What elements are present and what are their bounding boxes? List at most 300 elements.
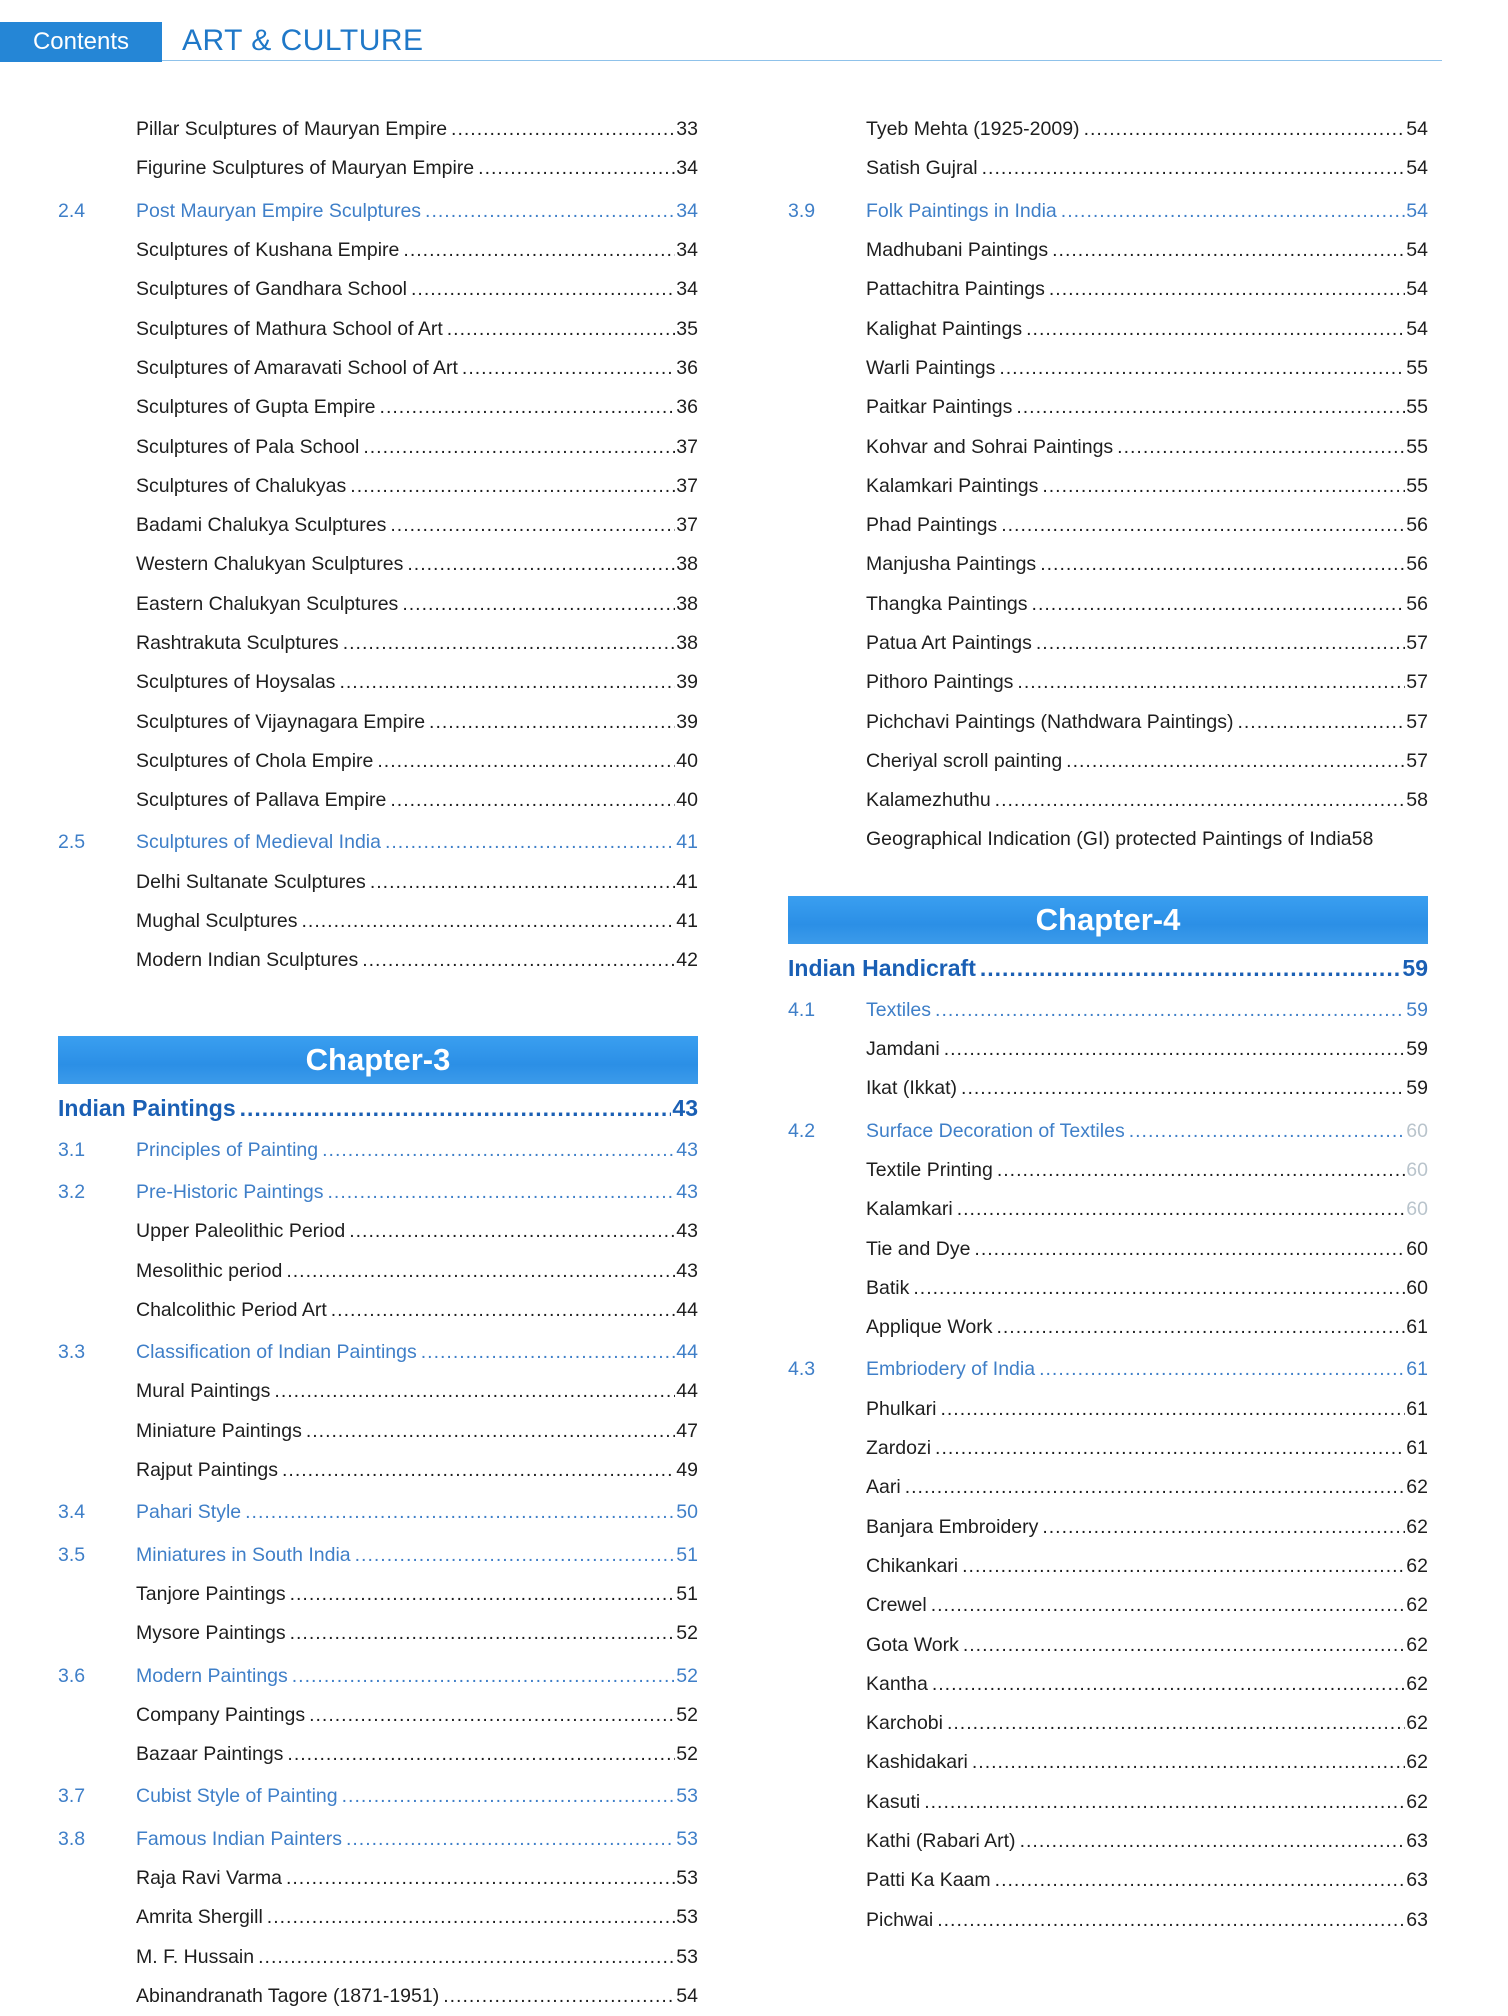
page-number: 58 — [1406, 789, 1428, 812]
page-number: 55 — [1406, 435, 1428, 458]
entry-title: Modern Paintings — [136, 1664, 288, 1687]
entry-title: Gota Work — [866, 1633, 959, 1656]
dot-leader — [245, 1501, 675, 1524]
toc-entry[interactable] — [788, 149, 1428, 188]
chapter-3-banner: Chapter-3 — [58, 1036, 698, 1084]
toc-entry[interactable] — [788, 545, 1428, 584]
toc-entry[interactable] — [788, 349, 1428, 388]
toc-entry[interactable] — [58, 1977, 698, 2016]
toc-entry[interactable] — [58, 149, 698, 188]
toc-section-entry[interactable] — [58, 1777, 698, 1816]
dot-leader — [995, 1869, 1406, 1892]
toc-entry[interactable] — [788, 1229, 1428, 1268]
toc-section-entry[interactable] — [58, 823, 698, 862]
toc-entry[interactable] — [58, 1614, 698, 1653]
dot-leader — [1237, 711, 1405, 734]
page-number: 38 — [676, 553, 698, 576]
entry-title: Patua Art Paintings — [866, 632, 1032, 654]
page-number: 58 — [1351, 828, 1374, 851]
chapter-4-title-entry[interactable] — [788, 950, 1428, 988]
toc-entry[interactable] — [58, 702, 698, 741]
entry-title: Patti Ka Kaam — [866, 1869, 991, 1892]
dot-leader — [390, 789, 675, 812]
page-number: 37 — [676, 514, 698, 537]
toc-entry[interactable] — [58, 1251, 698, 1290]
dot-leader — [997, 1159, 1405, 1182]
dot-leader — [421, 1341, 676, 1364]
section-number: 2.4 — [58, 199, 86, 222]
entry-title: Abinandranath Tagore (1871-1951) — [136, 1984, 440, 2007]
entry-title: Post Mauryan Empire Sculptures — [136, 199, 422, 222]
dot-leader — [1049, 278, 1405, 301]
toc-entry[interactable] — [58, 1937, 698, 1976]
dot-leader — [1042, 1516, 1405, 1539]
entry-title: Manjusha Paintings — [866, 553, 1037, 576]
section-number: 3.3 — [58, 1341, 86, 1364]
entry-title: Kasuti — [866, 1790, 921, 1813]
page-number: 40 — [676, 789, 698, 812]
dot-leader — [322, 1139, 675, 1162]
toc-entry[interactable] — [788, 702, 1428, 741]
entry-title: Rajput Paintings — [136, 1459, 279, 1482]
toc-entry[interactable] — [788, 1861, 1428, 1900]
toc-entry[interactable] — [788, 1625, 1428, 1664]
entry-title: Badami Chalukya Sculptures — [136, 514, 387, 537]
dot-leader — [1061, 200, 1406, 223]
dot-leader — [961, 1077, 1405, 1100]
entry-title: Pahari Style — [136, 1501, 242, 1524]
entry-title: Folk Paintings in India — [866, 199, 1057, 222]
entry-title: Sculptures of Amaravati School of Art — [136, 356, 458, 379]
dot-leader — [944, 1038, 1406, 1061]
entry-title: Jamdani — [866, 1038, 940, 1061]
page-number: 50 — [676, 1501, 698, 1524]
entry-title: Kantha — [866, 1672, 928, 1695]
toc-right-column — [788, 110, 1428, 1940]
toc-section-entry[interactable] — [58, 1820, 698, 1859]
dot-leader — [309, 1704, 675, 1727]
entry-title: Embriodery of India — [866, 1358, 1036, 1381]
spacer — [58, 981, 698, 1036]
entry-title: Bazaar Paintings — [136, 1743, 284, 1766]
page-number: 44 — [676, 1341, 698, 1364]
dot-leader — [972, 1751, 1405, 1774]
page-number: 54 — [1406, 278, 1428, 301]
toc-entry[interactable] — [58, 863, 698, 902]
toc-entry[interactable] — [58, 1372, 698, 1411]
page-number: 60 — [1406, 1198, 1428, 1221]
page-number: 43 — [676, 1138, 698, 1161]
entry-title: Western Chalukyan Sculptures — [136, 553, 404, 576]
dot-leader — [267, 1906, 676, 1929]
toc-entry[interactable] — [58, 1412, 698, 1451]
toc-entry[interactable] — [58, 349, 698, 388]
dot-leader — [411, 278, 675, 301]
page-number: 52 — [676, 1622, 698, 1645]
toc-section-entry[interactable] — [58, 1656, 698, 1695]
dot-leader — [1084, 118, 1406, 141]
toc-entry[interactable] — [788, 1269, 1428, 1308]
toc-entry[interactable] — [58, 1575, 698, 1614]
page-number: 60 — [1406, 1119, 1428, 1142]
entry-title: Sculptures of Gupta Empire — [136, 396, 376, 419]
toc-entry[interactable] — [58, 941, 698, 980]
page-number: 41 — [676, 910, 698, 933]
entry-title: Upper Paleolithic Period — [136, 1220, 346, 1243]
page-number: 52 — [676, 1703, 698, 1726]
dot-leader — [306, 1420, 675, 1443]
page-number: 51 — [676, 1543, 698, 1566]
entry-title: Kalighat Paintings — [866, 317, 1023, 340]
dot-leader — [429, 711, 675, 734]
dot-leader — [292, 1665, 676, 1688]
dot-leader — [302, 910, 676, 933]
dot-leader — [1026, 318, 1405, 341]
toc-entry[interactable] — [788, 1151, 1428, 1190]
dot-leader — [1052, 239, 1405, 262]
toc-entry[interactable] — [788, 1743, 1428, 1782]
page-number: 36 — [676, 396, 698, 419]
page-number: 62 — [1406, 1594, 1428, 1617]
page-number: 36 — [676, 356, 698, 379]
entry-title: Pichwai — [866, 1908, 934, 1931]
toc-entry[interactable] — [788, 1308, 1428, 1347]
page-number: 59 — [1406, 998, 1428, 1021]
dot-leader — [1117, 436, 1405, 459]
entry-title: Aari — [866, 1476, 901, 1499]
page-number: 53 — [676, 1867, 698, 1890]
toc-entry[interactable] — [58, 663, 698, 702]
toc-list-right-top — [788, 110, 1428, 860]
entry-title: Classification of Indian Paintings — [136, 1341, 417, 1364]
entry-title: Textiles — [866, 998, 932, 1021]
toc-entry[interactable] — [788, 1704, 1428, 1743]
dot-leader — [1017, 671, 1405, 694]
chapter-4-banner: Chapter-4 — [788, 896, 1428, 944]
entry-title: Phulkari — [866, 1397, 937, 1420]
toc-entry[interactable] — [788, 270, 1428, 309]
toc-section-entry[interactable] — [58, 1173, 698, 1212]
dot-leader — [996, 1316, 1405, 1339]
dot-leader — [905, 1476, 1406, 1499]
toc-entry[interactable] — [788, 1390, 1428, 1429]
toc-entry[interactable] — [58, 781, 698, 820]
entry-title: Zardozi — [866, 1437, 932, 1460]
toc-entry[interactable] — [58, 1898, 698, 1937]
dot-leader — [937, 1909, 1405, 1932]
dot-leader — [1129, 1120, 1406, 1143]
page-number: 34 — [676, 278, 698, 301]
page-number: 60 — [1406, 1158, 1428, 1181]
dot-leader — [1032, 593, 1406, 616]
toc-entry[interactable] — [788, 506, 1428, 545]
entry-title: Figurine Sculptures of Mauryan Empire — [136, 157, 475, 180]
toc-entry[interactable] — [58, 1291, 698, 1330]
page-number: 52 — [676, 1664, 698, 1687]
dot-leader — [1039, 1358, 1405, 1381]
chapter-3-title-entry[interactable] — [58, 1090, 698, 1128]
toc-entry[interactable] — [58, 467, 698, 506]
toc-entry[interactable] — [788, 742, 1428, 781]
page-number: 51 — [676, 1582, 698, 1605]
toc-entry[interactable] — [788, 1783, 1428, 1822]
toc-entry[interactable] — [58, 624, 698, 663]
dot-leader — [380, 396, 676, 419]
toc-entry[interactable] — [788, 427, 1428, 466]
dot-leader — [1066, 750, 1405, 773]
entry-title: Sculptures of Chola Empire — [136, 749, 374, 772]
toc-entry[interactable] — [58, 110, 698, 149]
toc-entry[interactable] — [58, 545, 698, 584]
section-number: 3.8 — [58, 1827, 86, 1850]
toc-entry[interactable] — [58, 902, 698, 941]
page-number: 53 — [676, 1945, 698, 1968]
page-number: 37 — [676, 474, 698, 497]
page-number: 63 — [1406, 1908, 1428, 1931]
dot-leader — [349, 1220, 675, 1243]
toc-entry[interactable] — [58, 1212, 698, 1251]
section-number: 3.2 — [58, 1180, 86, 1203]
page-number: 56 — [1406, 514, 1428, 537]
page-number: 57 — [1406, 749, 1428, 772]
page-number: 62 — [1406, 1712, 1428, 1735]
page-number: 53 — [676, 1827, 698, 1850]
entry-title: Applique Work — [866, 1316, 993, 1339]
entry-title: Chalcolithic Period Art — [136, 1298, 327, 1321]
entry-title: Miniatures in South India — [136, 1543, 351, 1566]
entry-title: Kathi (Rabari Art) — [866, 1830, 1016, 1853]
entry-title: Mural Paintings — [136, 1380, 271, 1403]
page-number: 39 — [676, 671, 698, 694]
dot-leader — [462, 357, 675, 380]
page-number: 62 — [1406, 1554, 1428, 1577]
toc-entry[interactable] — [788, 585, 1428, 624]
page-number: 61 — [1406, 1316, 1428, 1339]
dot-leader — [980, 955, 1402, 982]
dot-leader — [362, 949, 675, 972]
toc-entry[interactable] — [58, 388, 698, 427]
page-number: 63 — [1406, 1830, 1428, 1853]
entry-title: Ikat (Ikkat) — [866, 1077, 958, 1100]
dot-leader — [924, 1791, 1405, 1814]
dot-leader — [478, 157, 675, 180]
section-number: 3.4 — [58, 1501, 86, 1524]
entry-title: Famous Indian Painters — [136, 1827, 342, 1850]
toc-entry[interactable] — [58, 231, 698, 270]
page-number: 61 — [1406, 1358, 1428, 1381]
toc-entry[interactable] — [58, 309, 698, 348]
dot-leader — [451, 118, 675, 141]
entry-title: Kalamezhuthu — [866, 789, 991, 812]
toc-entry[interactable] — [788, 1468, 1428, 1507]
toc-entry[interactable] — [788, 1665, 1428, 1704]
page-number: 43 — [676, 1259, 698, 1282]
dot-leader — [425, 200, 675, 223]
entry-title: Surface Decoration of Textiles — [866, 1119, 1125, 1142]
toc-entry[interactable] — [58, 427, 698, 466]
dot-leader — [995, 789, 1406, 812]
dot-leader — [982, 157, 1406, 180]
toc-section-entry[interactable] — [58, 1493, 698, 1532]
page-number: 39 — [676, 710, 698, 733]
entry-title: Pattachitra Paintings — [866, 278, 1045, 301]
page-number: 37 — [676, 435, 698, 458]
entry-title: Sculptures of Vijaynagara Empire — [136, 710, 426, 733]
entry-title: Modern Indian Sculptures — [136, 949, 359, 972]
toc-section-entry[interactable] — [58, 192, 698, 231]
toc-entry[interactable] — [788, 1069, 1428, 1108]
page-number: 54 — [676, 1984, 698, 2007]
page-number: 57 — [1406, 710, 1428, 733]
toc-entry[interactable] — [788, 467, 1428, 506]
entry-title: Geographical Indication (GI) protected Paintings of India — [866, 828, 1352, 851]
toc-entry[interactable] — [58, 1859, 698, 1898]
dot-leader — [935, 1437, 1405, 1460]
page-number: 35 — [676, 317, 698, 340]
entry-title: Karchobi — [866, 1712, 943, 1735]
page-number: 59 — [1406, 1038, 1428, 1061]
entry-title: Sculptures of Kushana Empire — [136, 239, 400, 262]
toc-entry[interactable] — [788, 388, 1428, 427]
entry-title: Kalamkari — [866, 1198, 953, 1221]
toc-entry[interactable] — [788, 110, 1428, 149]
section-number: 3.1 — [58, 1138, 86, 1161]
book-title: ART & CULTURE — [182, 24, 424, 57]
section-number: 4.2 — [788, 1119, 816, 1142]
entry-title: Pillar Sculptures of Mauryan Empire — [136, 118, 448, 141]
toc-entry[interactable] — [788, 1900, 1428, 1939]
page-number: 41 — [676, 870, 698, 893]
contents-tab[interactable]: Contents — [0, 22, 162, 62]
page-number: 38 — [676, 592, 698, 615]
entry-title: Rashtrakuta Sculptures — [136, 632, 339, 654]
entry-title: Kalamkari Paintings — [866, 474, 1039, 497]
page-number: 54 — [1406, 239, 1428, 262]
page-number: 44 — [676, 1298, 698, 1321]
entry-title: Sculptures of Medieval India — [136, 831, 381, 854]
entry-title: Satish Gujral — [866, 157, 978, 180]
toc-entry[interactable] — [788, 1586, 1428, 1625]
entry-title: Pichchavi Paintings (Nathdwara Paintings) — [866, 710, 1234, 733]
toc-entry[interactable] — [58, 1696, 698, 1735]
page-number: 54 — [1406, 199, 1428, 222]
dot-leader — [274, 1380, 675, 1403]
dot-leader — [443, 1985, 675, 2008]
dot-leader — [286, 1260, 675, 1283]
dot-leader — [447, 318, 676, 341]
dot-leader — [1020, 1830, 1406, 1853]
toc-section-entry[interactable] — [58, 1131, 698, 1170]
page-number: 62 — [1406, 1751, 1428, 1774]
dot-leader — [1036, 632, 1405, 655]
dot-leader — [363, 436, 675, 459]
page-number: 38 — [676, 632, 698, 654]
page-number: 55 — [1406, 474, 1428, 497]
dot-leader — [350, 475, 675, 498]
toc-entry[interactable] — [58, 742, 698, 781]
dot-leader — [913, 1277, 1405, 1300]
toc-section-entry[interactable] — [58, 1333, 698, 1372]
page-number: 54 — [1406, 317, 1428, 340]
toc-entry[interactable] — [58, 585, 698, 624]
dot-leader — [258, 1946, 675, 1969]
toc-entry[interactable] — [58, 1451, 698, 1490]
page-number: 60 — [1406, 1276, 1428, 1299]
toc-entry[interactable] — [788, 1508, 1428, 1547]
dot-leader — [339, 671, 675, 694]
section-number: 2.5 — [58, 831, 86, 854]
dot-leader — [957, 1198, 1406, 1221]
page-number: 55 — [1406, 396, 1428, 419]
page-number: 43 — [676, 1220, 698, 1243]
toc-section-entry[interactable] — [788, 1112, 1428, 1151]
chapter-title: Indian Handicraft — [788, 955, 976, 982]
page-number: 57 — [1406, 632, 1428, 654]
toc-entry[interactable] — [58, 1735, 698, 1774]
toc-entry[interactable] — [788, 1030, 1428, 1069]
dot-leader — [343, 632, 676, 655]
page-number: 62 — [1406, 1672, 1428, 1695]
entry-title: Sculptures of Pallava Empire — [136, 789, 387, 812]
dot-leader — [1001, 514, 1405, 537]
toc-entry[interactable] — [788, 231, 1428, 270]
toc-entry[interactable] — [788, 820, 1428, 859]
entry-title: Warli Paintings — [866, 356, 996, 379]
toc-entry[interactable] — [788, 1429, 1428, 1468]
toc-entry[interactable] — [788, 1822, 1428, 1861]
dot-leader — [963, 1634, 1405, 1657]
toc-section-entry[interactable] — [788, 1350, 1428, 1389]
page-number: 56 — [1406, 553, 1428, 576]
entry-title: Cheriyal scroll painting — [866, 749, 1063, 772]
toc-entry[interactable] — [788, 624, 1428, 663]
entry-title: Paitkar Paintings — [866, 396, 1013, 419]
toc-entry[interactable] — [58, 506, 698, 545]
toc-entry[interactable] — [788, 663, 1428, 702]
dot-leader — [342, 1785, 676, 1808]
dot-leader — [974, 1238, 1405, 1261]
toc-entry[interactable] — [788, 309, 1428, 348]
entry-title: Sculptures of Hoysalas — [136, 671, 336, 694]
toc-section-entry[interactable] — [58, 1536, 698, 1575]
page-number: 41 — [676, 831, 698, 854]
page-number: 34 — [676, 157, 698, 180]
entry-title: Tyeb Mehta (1925-2009) — [866, 118, 1080, 141]
dot-leader — [932, 1673, 1405, 1696]
toc-section-entry[interactable] — [788, 192, 1428, 231]
header-divider — [162, 60, 1442, 61]
dot-leader — [370, 871, 675, 894]
dot-leader — [287, 1743, 675, 1766]
entry-title: Company Paintings — [136, 1703, 306, 1726]
toc-entry[interactable] — [58, 270, 698, 309]
entry-title: Banjara Embroidery — [866, 1515, 1039, 1538]
page-number: 57 — [1406, 671, 1428, 694]
toc-entry[interactable] — [788, 1190, 1428, 1229]
page-number: 63 — [1406, 1869, 1428, 1892]
dot-leader — [282, 1459, 675, 1482]
page-number: 53 — [676, 1906, 698, 1929]
page-number: 61 — [1406, 1437, 1428, 1460]
toc-section-entry[interactable] — [788, 991, 1428, 1030]
toc-entry[interactable] — [788, 1547, 1428, 1586]
entry-title: M. F. Hussain — [136, 1945, 255, 1968]
entry-title: Sculptures of Gandhara School — [136, 278, 408, 301]
entry-title: Batik — [866, 1276, 910, 1299]
page-number: 56 — [1406, 592, 1428, 615]
toc-entry[interactable] — [788, 781, 1428, 820]
section-number: 3.5 — [58, 1543, 86, 1566]
